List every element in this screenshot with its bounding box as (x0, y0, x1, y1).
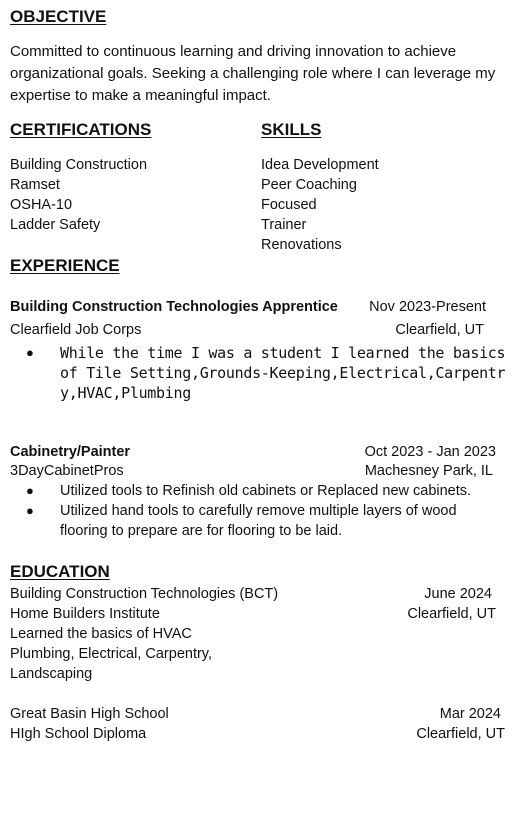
skill-item: Idea Development (261, 157, 379, 173)
job-bullet (10, 481, 510, 501)
skill-item: Trainer (261, 217, 307, 233)
certification-item: OSHA-10 (10, 197, 73, 213)
certifications-list (10, 155, 147, 235)
education-program: Building Construction Technologies (BCT) (10, 586, 279, 602)
skill-item: Peer Coaching (261, 177, 357, 193)
job-location: Clearfield, UT (395, 322, 484, 338)
education-note: Plumbing, Electrical, Carpentry, (10, 646, 213, 662)
bullet-text: While the time I was a student I learned the basics of Tile Setting,Grounds-Keeping,Electrical,Carpentry,HVAC,Plumbing (60, 344, 506, 402)
education-date: June 2024 (424, 586, 492, 602)
job-dates: Oct 2023 - Jan 2023 (364, 444, 496, 460)
objective-text: Committed to continuous learning and driving innovation to achieve organizational goals. Seeking a challenging role where I can leverage my expertise to make a meaningful impact. (10, 43, 496, 104)
education-date: Mar 2024 (439, 706, 501, 722)
job-company: 3DayCabinetPros (10, 463, 124, 479)
education-institution: Home Builders Institute (10, 606, 160, 622)
job-title: Cabinetry/Painter (10, 444, 131, 460)
education-location: Clearfield, UT (407, 606, 496, 622)
education-note: Learned the basics of HVAC (10, 626, 192, 642)
education-institution: HIgh School Diploma (10, 726, 147, 742)
education-location: Clearfield, UT (416, 726, 505, 742)
certification-item: Ramset (10, 177, 60, 193)
job-location: Machesney Park, IL (364, 463, 493, 479)
bullet-dot: ● (26, 483, 34, 498)
job-title: Building Construction Technologies Apprentice (10, 299, 338, 315)
job-bullet (10, 501, 510, 541)
skill-item: Focused (261, 197, 317, 213)
job-dates: Nov 2023-Present (369, 299, 486, 315)
certifications-heading: CERTIFICATIONS (10, 120, 152, 139)
experience-heading: EXPERIENCE (10, 256, 120, 275)
objective-heading: OBJECTIVE (10, 7, 107, 26)
certification-item: Building Construction (10, 157, 148, 173)
education-heading: EDUCATION (10, 562, 110, 581)
education-notes (10, 624, 212, 684)
skills-heading: SKILLS (261, 120, 322, 139)
skills-list (261, 155, 379, 255)
bullet-text: Utilized tools to Refinish old cabinets or Replaced new cabinets. (60, 483, 472, 499)
bullet-dot: ● (26, 345, 34, 360)
certification-item: Ladder Safety (10, 217, 101, 233)
job-company: Clearfield Job Corps (10, 322, 142, 338)
skill-item: Renovations (261, 237, 342, 253)
job-bullet (10, 343, 510, 403)
education-program: Great Basin High School (10, 706, 169, 722)
bullet-text: Utilized hand tools to carefully remove multiple layers of wood flooring to prepare are for flooring to be laid. (60, 503, 457, 539)
bullet-dot: ● (26, 503, 34, 518)
education-note: Landscaping (10, 666, 93, 682)
